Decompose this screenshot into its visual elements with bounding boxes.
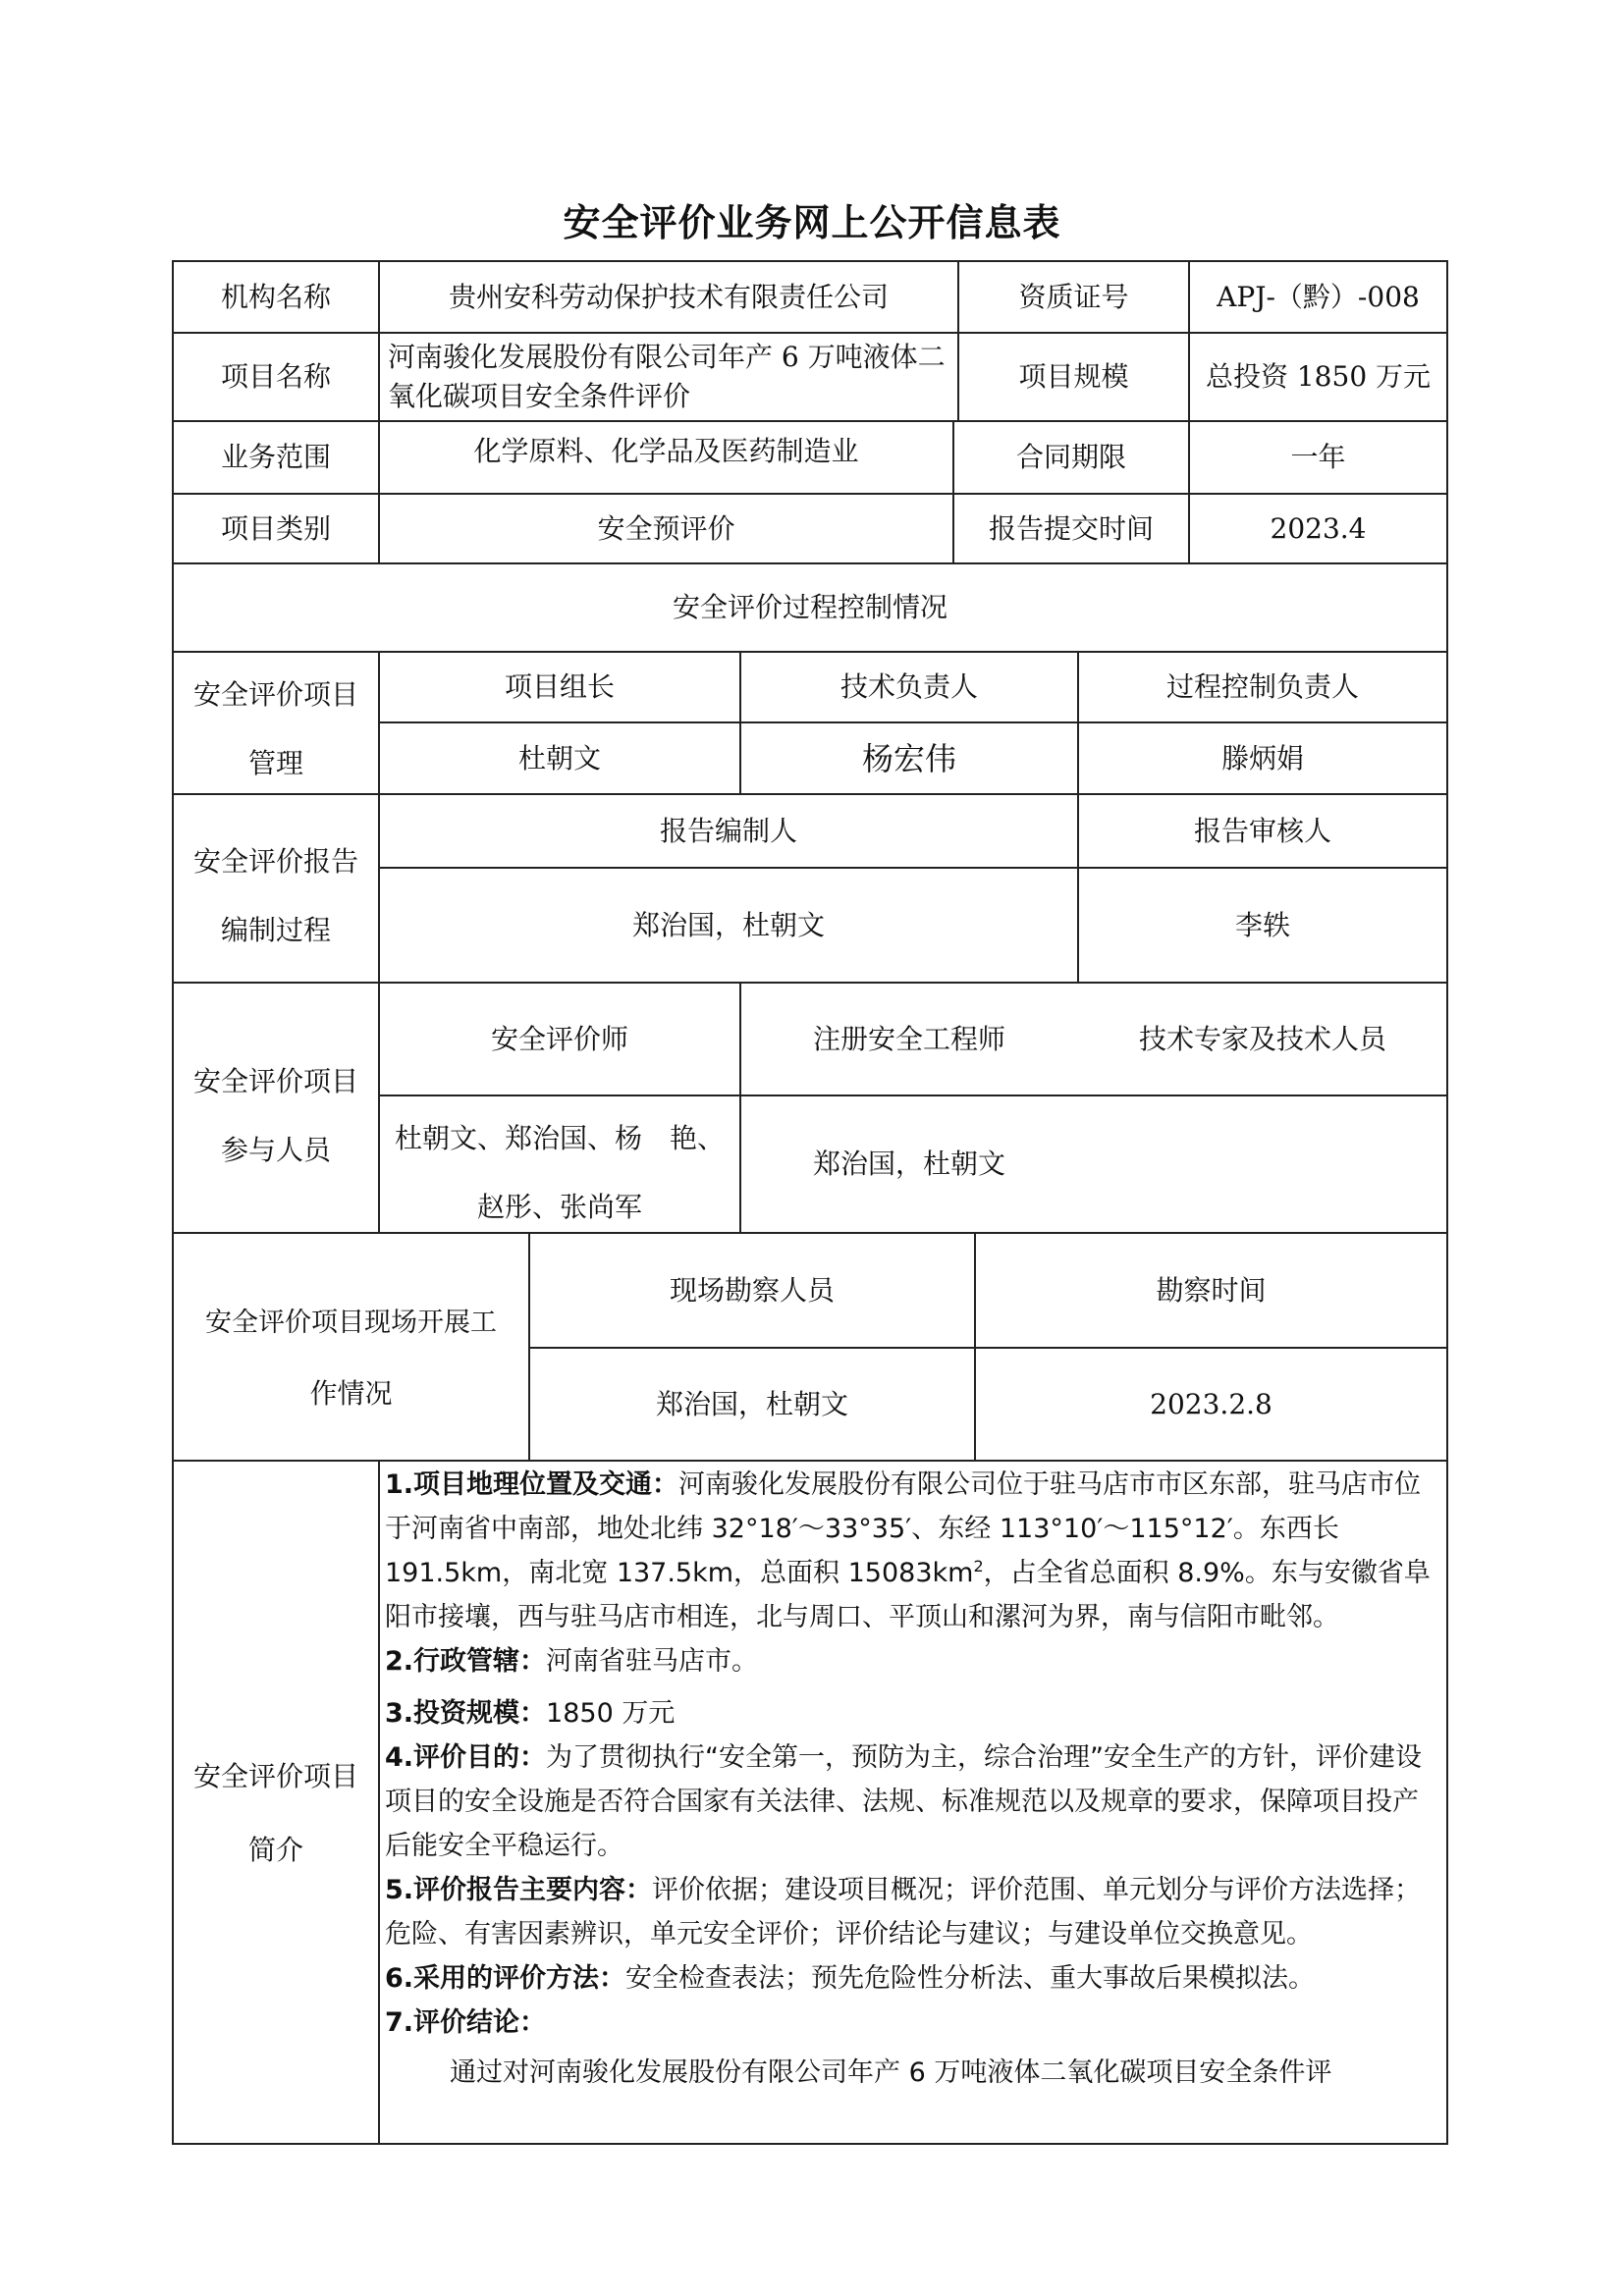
value-engineer: 郑治国，杜朝文 (812, 1148, 1005, 1180)
site-label-line1: 安全评价项目现场开展工 (205, 1308, 497, 1338)
intro-methods-text: 安全检查表法；预先危险性分析法、重大事故后果模拟法。 (625, 1963, 1316, 1994)
intro-methods-heading: 6.采用的评价方法： (385, 1963, 626, 1994)
intro-purpose-text: 为了贯彻执行“安全第一，预防为主，综合治理”安全生产的方针，评价建设项目的安全设施是否符合国家有关法律、法规、标准规范以及规章的要求，保障项目投产后能安全平稳运行。 (385, 1742, 1423, 1861)
header-ctrl: 过程控制负责人 (1165, 670, 1359, 703)
value-reviewer: 李轶 (1234, 908, 1290, 941)
scope-value: 化学原料、化学品及医药制造业 (473, 435, 859, 467)
intro-geo-text-b: ，占全省总面积 8.9%。东与安徽省阜阳市接壤，西与驻马店市相连，北与周口、平顶山和漯河为界，南与信阳市毗邻。 (385, 1558, 1431, 1632)
intro-geo-heading: 1.项目地理位置及交通： (385, 1469, 679, 1500)
value-tech: 杨宏伟 (861, 739, 956, 777)
page-title: 安全评价业务网上公开信息表 (563, 201, 1061, 244)
submit-value: 2023.4 (1270, 511, 1367, 545)
header-evaluator: 安全评价师 (490, 1022, 628, 1055)
value-author: 郑治国，杜朝文 (631, 908, 825, 941)
value-ctrl: 滕炳娟 (1220, 741, 1304, 774)
intro-invest-text: 1850 万元 (546, 1698, 676, 1729)
value-evaluator-line1: 杜朝文、郑治国、杨 艳、 (394, 1122, 725, 1154)
scale-label: 项目规模 (1018, 360, 1129, 393)
header-site-time: 勘察时间 (1156, 1273, 1267, 1307)
intro-invest (385, 1691, 1439, 1735)
intro-admin (385, 1639, 1439, 1683)
value-evaluator-line2: 赵彤、张尚军 (476, 1191, 642, 1223)
report-label-line2: 编制过程 (220, 914, 331, 946)
intro-geo-sup: 2 (973, 1557, 984, 1575)
intro-methods (385, 1956, 1439, 2001)
header-tech: 技术负责人 (839, 670, 978, 703)
project-value: 河南骏化发展股份有限公司年产 6 万吨液体二氧化碳项目安全条件评价 (388, 341, 946, 412)
intro-conclusion-heading: 7.评价结论： (385, 2007, 547, 2038)
intro-body (385, 1463, 1439, 2095)
intro-conclusion (385, 2001, 1439, 2045)
intro-contents-text: 评价依据；建设项目概况；评价范围、单元划分与评价方法选择；危险、有害因素辨识，单元安全评价；评价结论与建议；与建设单位交换意见。 (385, 1875, 1422, 1949)
value-site-people: 郑治国，杜朝文 (655, 1387, 848, 1420)
header-leader: 项目组长 (504, 670, 615, 703)
project-label: 项目名称 (220, 360, 331, 393)
value-site-time: 2023.2.8 (1150, 1387, 1272, 1420)
header-site-people: 现场勘察人员 (669, 1273, 835, 1307)
intro-contents (385, 1868, 1439, 1956)
intro-geo-text-a: 河南骏化发展股份有限公司位于驻马店市市区东部，驻马店市位于河南省中南部，地处北纬 32°18′～33°35′、东经 113°10′～115°12′。东西长 191.5km，南北宽 137.5km，总面积 15083km (385, 1469, 1422, 1588)
intro-purpose-heading: 4.评价目的： (385, 1742, 547, 1773)
value-expert (1079, 1096, 1446, 1232)
staff-label-line2: 参与人员 (220, 1134, 331, 1166)
staff-label-line1: 安全评价项目 (192, 1065, 358, 1097)
category-label: 项目类别 (220, 511, 331, 545)
report-label-line1: 安全评价报告 (192, 845, 358, 878)
process-heading: 安全评价过程控制情况 (672, 591, 947, 623)
scope-label: 业务范围 (220, 441, 331, 473)
col-divider (378, 1460, 380, 2145)
intro-label-line2: 简介 (247, 1834, 303, 1866)
scale-value: 总投资 1850 万元 (1205, 360, 1432, 393)
category-value: 安全预评价 (597, 511, 735, 545)
org-label: 机构名称 (220, 280, 331, 313)
term-value: 一年 (1290, 441, 1346, 473)
cert-value: APJ-（黔）-008 (1217, 280, 1420, 313)
site-label-line2: 作情况 (309, 1377, 393, 1410)
value-leader: 杜朝文 (517, 741, 601, 774)
mgmt-label-line1: 安全评价项目 (192, 678, 358, 711)
intro-contents-heading: 5.评价报告主要内容： (385, 1875, 653, 1905)
term-label: 合同期限 (1015, 441, 1126, 473)
mgmt-label-line2: 管理 (247, 747, 303, 779)
intro-label-line1: 安全评价项目 (192, 1760, 358, 1792)
header-reviewer: 报告审核人 (1193, 814, 1331, 847)
intro-purpose (385, 1735, 1439, 1868)
cert-label: 资质证号 (1018, 280, 1129, 313)
row-divider (172, 1460, 1448, 1462)
header-author: 报告编制人 (659, 814, 797, 847)
intro-invest-heading: 3.投资规模： (385, 1698, 547, 1729)
intro-admin-text: 河南省驻马店市。 (546, 1646, 759, 1677)
header-engineer: 注册安全工程师 (812, 1022, 1005, 1055)
intro-conclusion-text: 通过对河南骏化发展股份有限公司年产 6 万吨液体二氧化碳项目安全条件评 (450, 2057, 1332, 2088)
header-expert: 技术专家及技术人员 (1138, 1022, 1386, 1055)
submit-label: 报告提交时间 (988, 511, 1154, 545)
intro-admin-heading: 2.行政管辖： (385, 1646, 547, 1677)
org-value: 贵州安科劳动保护技术有限责任公司 (448, 280, 889, 313)
intro-geo (385, 1463, 1439, 1639)
